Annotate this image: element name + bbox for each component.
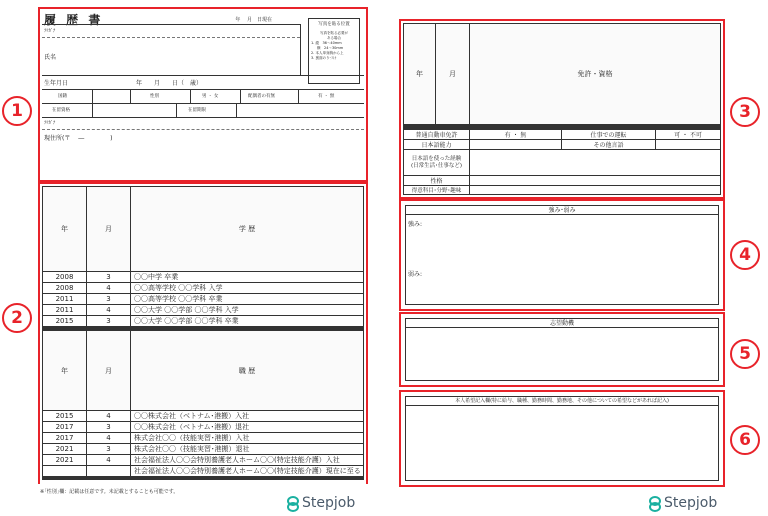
divider	[42, 117, 364, 118]
license-section	[401, 21, 723, 197]
license-table	[403, 23, 721, 195]
experience-label-2: (日常生活･仕事など)	[410, 162, 463, 169]
stepjob-logo-right	[648, 495, 717, 511]
address-label: 現住所(〒 ― )	[44, 135, 113, 142]
motivation-body	[405, 328, 719, 381]
table-row	[43, 422, 364, 433]
photo-title: 写真を貼る位置	[318, 22, 350, 27]
table-row	[43, 411, 364, 422]
education-header-row	[43, 187, 364, 272]
history-section	[40, 184, 366, 484]
table-row	[404, 186, 721, 195]
month-cell: 3	[87, 294, 131, 305]
table-row	[404, 140, 721, 150]
car-license-label: 普通自動車免許	[404, 130, 470, 140]
month-cell: 3	[87, 272, 131, 283]
marker-1: 1	[2, 96, 32, 126]
year-cell: 2008	[43, 272, 87, 283]
divider	[240, 89, 241, 103]
marker-6: 6	[730, 425, 760, 455]
table-row	[43, 455, 364, 466]
year-cell: 2017	[43, 433, 87, 444]
divider	[176, 103, 177, 117]
period-label: 在留期限	[188, 108, 206, 113]
col-license: 免許・資格	[470, 24, 721, 125]
date-line: 年 月 日現在	[235, 17, 272, 23]
month-cell: 4	[87, 455, 131, 466]
year-cell: 2011	[43, 294, 87, 305]
logo-text: Stepjob	[302, 495, 356, 511]
month-cell: 3	[87, 444, 131, 455]
strength-label: 強み:	[408, 221, 423, 228]
item-cell: 〇〇高等学校 〇〇学科 入学	[131, 283, 364, 294]
strengths-body	[405, 215, 719, 305]
gender-options: 男 ・ 女	[202, 94, 219, 99]
year-cell: 2011	[43, 305, 87, 316]
motivation-title: 志望動機	[405, 318, 719, 328]
col-year: 年	[43, 331, 87, 411]
address-furigana: ﾌﾘｶﾞﾅ	[44, 121, 56, 126]
month-cell: 4	[87, 433, 131, 444]
logo-text: Stepjob	[664, 495, 718, 511]
divider	[300, 24, 301, 75]
personality-label: 性格	[404, 176, 470, 186]
photo-step2: 2. 本人単身胸から上	[311, 51, 344, 55]
motivation-section	[401, 314, 723, 385]
career-header-row	[43, 331, 364, 411]
photo-step3: 3. 裏面のりづけ	[311, 56, 337, 60]
photo-line1: 写真を貼る必要が	[320, 31, 348, 35]
col-career: 職 歴	[131, 331, 364, 411]
marker-5: 5	[730, 339, 760, 369]
month-cell: 3	[87, 316, 131, 327]
name-label: 氏名	[44, 54, 57, 61]
item-cell: 社会福祉法人〇〇会特別養護老人ホーム〇〇(特定技能介護）入社	[131, 455, 364, 466]
year-cell: 2021	[43, 455, 87, 466]
gender-label: 性別	[150, 94, 159, 99]
table-row	[404, 176, 721, 186]
item-cell: 社会福祉法人〇〇会特別養護老人ホーム〇〇(特定技能介護）現在に至る	[131, 466, 364, 477]
table-row	[43, 272, 364, 283]
spouse-options: 有 ・ 無	[318, 94, 335, 99]
divider	[298, 89, 299, 103]
divider	[42, 129, 364, 130]
table-row	[43, 294, 364, 305]
table-row	[404, 130, 721, 140]
status-label: 在留資格	[52, 108, 70, 113]
item-cell: 株式会社〇〇（技能実習･港搬）退社	[131, 444, 364, 455]
stepjob-logo-icon	[648, 496, 660, 510]
footer-note: ※｢性別｣欄：記載は任意です。未記載とすることも可能です。	[40, 489, 179, 495]
weakness-label: 弱み:	[408, 271, 423, 278]
table-row	[43, 433, 364, 444]
divider	[42, 75, 364, 76]
resume-title: 履 歴 書	[44, 13, 104, 27]
divider	[130, 89, 131, 103]
item-cell: 〇〇大学 〇〇学部 〇〇学科 卒業	[131, 316, 364, 327]
divider	[190, 89, 191, 103]
furigana-label: ﾌﾘｶﾞﾅ	[44, 29, 56, 34]
work-driving-label: 仕事での運転	[562, 130, 656, 140]
year-cell: 2015	[43, 411, 87, 422]
year-cell: 2008	[43, 283, 87, 294]
divider	[42, 103, 364, 104]
col-education: 学 歴	[131, 187, 364, 272]
item-cell: 〇〇高等学校 〇〇学科 卒業	[131, 294, 364, 305]
table-row	[43, 444, 364, 455]
divider	[92, 89, 93, 103]
item-cell: 株式会社〇〇（技能実習･港搬）入社	[131, 433, 364, 444]
col-year: 年	[43, 187, 87, 272]
nationality-label: 国籍	[58, 94, 67, 99]
table-row	[43, 305, 364, 316]
col-month: 月	[436, 24, 470, 125]
experience-label	[404, 150, 470, 176]
month-cell: 3	[87, 422, 131, 433]
marker-4: 4	[730, 240, 760, 270]
divider	[42, 24, 300, 25]
year-cell: 2015	[43, 316, 87, 327]
item-cell: 〇〇中学 卒業	[131, 272, 364, 283]
divider	[42, 89, 364, 90]
col-year: 年	[404, 24, 436, 125]
col-month: 月	[87, 187, 131, 272]
month-cell	[87, 466, 131, 477]
request-section	[401, 392, 723, 485]
strengths-title: 強み･弱み	[405, 205, 719, 215]
table-row	[43, 466, 364, 477]
education-table	[42, 186, 364, 330]
experience-label-1: 日本語を使った経験	[411, 155, 462, 162]
personal-info-section	[40, 9, 366, 180]
photo-step1b: 横 24～30mm	[317, 46, 344, 50]
col-month: 月	[87, 331, 131, 411]
item-cell: 〇〇株式会社（ベトナム･港搬）退社	[131, 422, 364, 433]
divider	[42, 37, 300, 38]
work-driving-options: 可 ・ 不可	[656, 130, 721, 140]
marker-2: 2	[2, 303, 32, 333]
table-row	[43, 479, 364, 480]
spouse-label: 配偶者の有無	[248, 94, 275, 99]
year-cell: 2017	[43, 422, 87, 433]
marker-3: 3	[730, 97, 760, 127]
stepjob-logo-left	[286, 495, 355, 511]
strengths-section	[401, 201, 723, 309]
other-lang-label: その他言語	[562, 140, 656, 150]
request-body	[405, 406, 719, 481]
month-cell: 4	[87, 305, 131, 316]
month-cell: 4	[87, 283, 131, 294]
birth-fields: 年 月 日（ 歳）	[136, 80, 203, 87]
car-license-options: 有 ・ 無	[470, 130, 562, 140]
request-title: 本人希望記入欄(特に給与、職種、勤務時間、勤務地、その他についての希望などがあれば記入)	[405, 396, 719, 406]
birth-label: 生年月日	[44, 80, 69, 87]
hobby-label: 得意科目･分野･趣味	[404, 186, 470, 195]
career-table	[42, 330, 364, 480]
year-cell: 2021	[43, 444, 87, 455]
license-header-row	[404, 24, 721, 125]
table-row	[43, 316, 364, 327]
divider	[92, 103, 93, 117]
item-cell: 〇〇株式会社（ベトナム･港搬）入社	[131, 411, 364, 422]
month-cell: 4	[87, 411, 131, 422]
japanese-label: 日本語能力	[404, 140, 470, 150]
table-row	[43, 283, 364, 294]
year-cell	[43, 466, 87, 477]
item-cell: 〇〇大学 〇〇学部 〇〇学科 入学	[131, 305, 364, 316]
stepjob-logo-icon	[286, 496, 298, 510]
table-row	[404, 150, 721, 176]
divider	[236, 103, 237, 117]
photo-line2: ある場合	[327, 36, 341, 40]
photo-step1: 1. 縦 36～40mm	[311, 41, 342, 45]
